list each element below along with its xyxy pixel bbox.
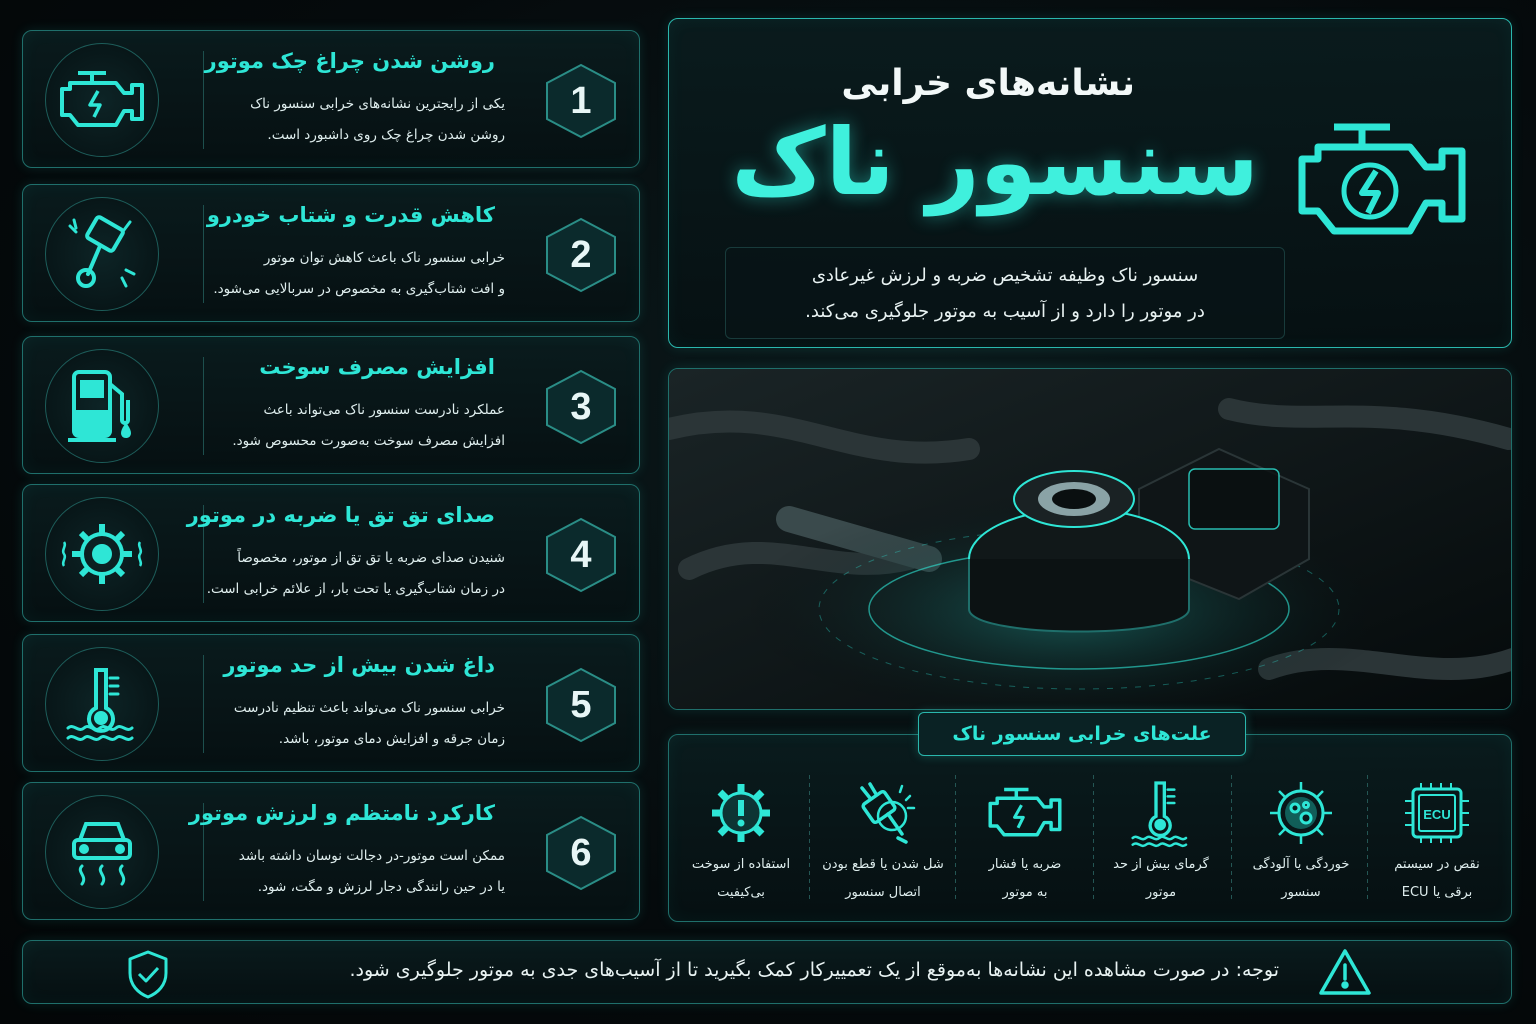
warning-gear-icon xyxy=(673,775,809,851)
cause-divider xyxy=(955,775,956,903)
symptom-title: روشن شدن چراغ چک موتور xyxy=(204,49,495,73)
svg-text:ECU: ECU xyxy=(1423,807,1451,822)
cause-label: ضربه یا فشار به موتور xyxy=(988,857,1062,900)
cause-label: گرمای بیش از حد موتور xyxy=(1113,857,1209,900)
symptom-card-2 xyxy=(22,184,640,322)
check-engine-icon xyxy=(957,775,1093,851)
symptom-card-6 xyxy=(22,782,640,920)
cause-label: شل شدن یا قطع بودن اتصال سنسور xyxy=(822,857,944,900)
connector-icon xyxy=(815,775,951,851)
page-title-main: سنسور ناک xyxy=(731,109,1259,216)
symptom-description: عملکرد نادرست سنسور ناک می‌تواند باعث افزایش مصرف سوخت به‌صورت محسوص شود. xyxy=(232,402,505,449)
symptom-card-1 xyxy=(22,30,640,168)
symptom-number-badge: 2 xyxy=(545,217,617,293)
symptom-title: صدای تق تق یا ضربه در موتور xyxy=(186,503,495,527)
corrosion-icon xyxy=(1233,775,1369,851)
header-panel xyxy=(668,18,1512,348)
knock-sensor-image xyxy=(668,368,1512,710)
warning-note xyxy=(22,940,1512,1004)
check-engine-icon xyxy=(1289,119,1475,247)
symptom-card-4 xyxy=(22,484,640,622)
cause-divider xyxy=(809,775,810,903)
ecu-chip-icon xyxy=(1369,775,1505,851)
symptom-description: یکی از رایجترین نشانه‌های خرابی سنسور ناک روشن شدن چراغ چک روی داشبورد است. xyxy=(250,96,505,143)
symptom-description: خرابی سنسور ناک باعث کاهش توان موتور و افت شتاب‌گیری به مخصوص در سربالایی می‌شود. xyxy=(213,250,505,297)
symptom-description: شنیدن صدای ضربه یا تق تق از موتور، مخصوصاً در زمان شتاب‌گیری یا تحت بار، از علائم خرابی است. xyxy=(206,550,505,597)
warning-triangle-icon xyxy=(1317,947,1373,1003)
symptom-number-badge: 6 xyxy=(545,815,617,891)
symptom-number-badge: 4 xyxy=(545,517,617,593)
cause-divider xyxy=(1231,775,1232,903)
cause-label: استفاده از سوخت بی‌کیفیت xyxy=(691,857,791,900)
symptom-title: کاهش قدرت و شتاب خودرو xyxy=(206,203,495,227)
symptom-number-badge: 3 xyxy=(545,369,617,445)
cause-divider xyxy=(1093,775,1094,903)
page-title: نشانه‌های خرابی xyxy=(841,63,1135,104)
cause-item xyxy=(673,775,809,913)
cause-item xyxy=(1093,775,1229,913)
cause-item xyxy=(1369,775,1505,913)
cause-item xyxy=(1233,775,1369,913)
symptom-description: خرابی سنسور ناک می‌تواند باعث تنظیم نادرست زمان جرقه و افزایش دمای موتور، باشد. xyxy=(233,700,505,747)
symptom-card-5 xyxy=(22,634,640,772)
symptom-number-badge: 1 xyxy=(545,63,617,139)
cause-label: نقص در سیستم برقی یا ECU xyxy=(1394,857,1480,900)
causes-panel xyxy=(668,734,1512,922)
symptom-title: افزایش مصرف سوخت xyxy=(259,355,495,379)
causes-section-title: علت‌های خرابی سنسور ناک xyxy=(918,712,1246,756)
symptom-title: کارکرد نامتظم و لرزش موتور xyxy=(188,801,495,825)
shield-check-icon xyxy=(123,949,173,1003)
cause-item xyxy=(815,775,951,913)
thermometer-icon xyxy=(1093,775,1229,851)
header-subtitle: سنسور ناک وظیفه تشخیص ضربه و لرزش غیرعادی در موتور را دارد و از آسیب به موتور جلوگیری می‌کند. xyxy=(725,247,1285,339)
note-text: توجه: در صورت مشاهده این نشانه‌ها به‌موقع از یک تعمییرکار کمک بگیرید تا از آسیب‌های جدی به موتور جلوگیری شود. xyxy=(349,959,1279,981)
symptom-description: ممکن است موتور-در دجالت نوسان داشته باشد یا در حین رانندگی دجار لرزش و مگت، شود. xyxy=(238,848,505,895)
cause-label: خوردگی یا آلودگی سنسور xyxy=(1252,857,1350,900)
symptom-number-badge: 5 xyxy=(545,667,617,743)
cause-item xyxy=(957,775,1093,913)
symptom-card-3 xyxy=(22,336,640,474)
symptom-title: داغ شدن بیش از حد موتور xyxy=(223,653,495,677)
